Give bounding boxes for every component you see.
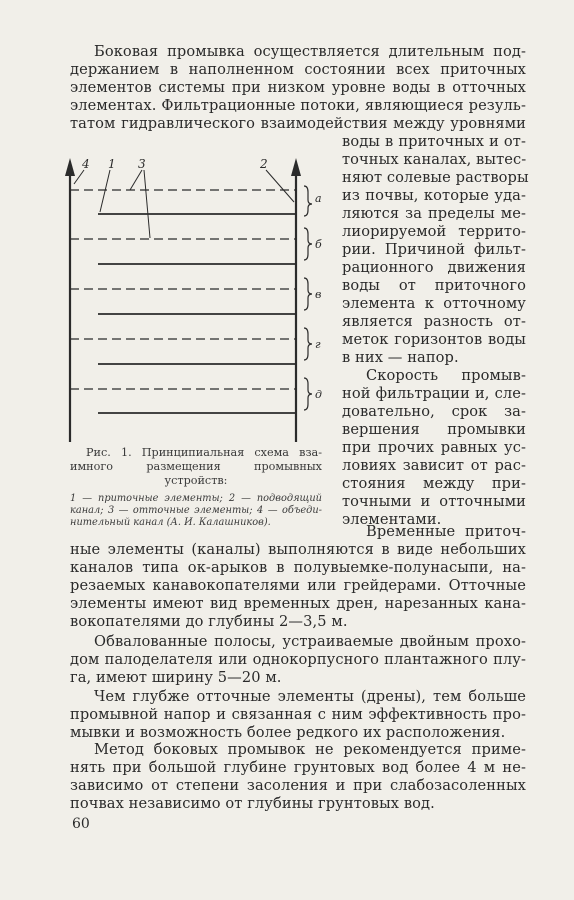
text-line: рационного движения (342, 259, 526, 276)
text-line: Чем глубже отточные элементы (дрены), тем больше (94, 688, 526, 705)
legend-line: канал; 3 — отточные элементы; 4 — объеди- (70, 505, 322, 516)
text-line: воды от приточного (342, 277, 526, 294)
text-line: вокопателями до глубины 2—3,5 м. (70, 613, 348, 630)
text-line: дом палоделателя или однокорпусного плантажного плу- (70, 651, 526, 668)
text-line: лиорируемой террито- (342, 223, 526, 240)
text-line: меток горизонтов воды (342, 331, 526, 348)
text-line: при прочих равных ус- (342, 439, 526, 456)
text-line: почвах независимо от глубины грунтовых вод. (70, 795, 435, 812)
text-line: держанием в наполненном состоянии всех приточных (70, 61, 526, 78)
brace-icon (304, 328, 312, 360)
text-line: Временные приточ- (366, 523, 526, 540)
legend-line: нительный канал (А. И. Калашников). (70, 517, 271, 528)
text-line: в них — напор. (342, 349, 459, 366)
text-line: татом гидравлического взаимодействия между уровнями (70, 115, 526, 132)
caption-line: устройств: (164, 474, 228, 487)
text-line: из почвы, которые уда- (342, 187, 526, 204)
zone-label-b: б (315, 238, 322, 251)
brace-icon (304, 278, 312, 310)
text-line: элементов системы при низком уровне воды в отточных (70, 79, 526, 96)
text-line: довательно, срок за- (342, 403, 526, 420)
zone-label-v: в (315, 288, 322, 301)
text-line: ные элементы (каналы) выполняются в виде небольших (70, 541, 526, 558)
text-line: каналов типа ок-арыков в полувыемке-полунасыпи, на- (70, 559, 526, 576)
text-line: Метод боковых промывок не рекомендуется приме- (94, 741, 526, 758)
arrow-up-icon (65, 158, 75, 176)
text-line: нять при большой глубине грунтовых вод более 4 м не- (70, 759, 526, 776)
text-line: ляются за пределы ме- (342, 205, 526, 222)
text-line: га, имеют ширину 5—20 м. (70, 669, 282, 686)
text-line: воды в приточных и от- (342, 133, 526, 150)
text-line: зависимо от степени засоления и при слабозасоленных (70, 777, 526, 794)
text-line: резаемых канавокопателями или грейдерами. Отточные (70, 577, 526, 594)
text-line: точных каналах, вытес- (342, 151, 527, 168)
text-line: элементы имеют вид временных дрен, нарезанных кана- (70, 595, 526, 612)
brace-icon (304, 186, 312, 216)
text-line: ной фильтрации и, сле- (342, 385, 526, 402)
label-4: 4 (82, 157, 90, 171)
label-3: 3 (138, 157, 146, 171)
text-line: является разность от- (342, 313, 526, 330)
text-line: вершения промывки (342, 421, 526, 438)
arrow-up-icon (291, 158, 301, 176)
zone-label-a: а (315, 192, 322, 205)
text-line: мывки и возможность более редкого их расположения. (70, 724, 506, 741)
text-line: рии. Причиной фильт- (342, 241, 526, 258)
label-2: 2 (260, 157, 268, 171)
scheme-diagram (64, 156, 332, 456)
text-line: точными и отточными (342, 493, 526, 510)
text-line: элемента к отточному (342, 295, 526, 312)
text-line: Боковая промывка осуществляется длительным под- (94, 43, 526, 60)
brace-icon (304, 228, 312, 260)
text-line: элементах. Фильтрационные потоки, являющиеся резуль- (70, 97, 526, 114)
legend-line: 1 — приточные элементы; 2 — подводящий (70, 493, 322, 504)
brace-icon (304, 378, 312, 410)
page-number: 60 (72, 816, 90, 832)
text-line: ловиях зависит от рас- (342, 457, 526, 474)
text-line: Скорость промыв- (366, 367, 526, 384)
caption-line: имного размещения промывных (70, 460, 322, 473)
text-line: Обвалованные полосы, устраиваемые двойным прохо- (94, 633, 526, 650)
text-line: элементами. (342, 511, 442, 528)
zone-label-g: г (315, 338, 321, 351)
zone-label-d: д (315, 388, 322, 401)
caption-line: Рис. 1. Принципиальная схема вза- (86, 446, 322, 459)
text-line: няют солевые растворы (342, 169, 529, 186)
text-line: промывной напор и связанная с ним эффективность про- (70, 706, 526, 723)
figure-scheme (64, 156, 332, 456)
text-line: стояния между при- (342, 475, 526, 492)
label-1: 1 (108, 157, 116, 171)
